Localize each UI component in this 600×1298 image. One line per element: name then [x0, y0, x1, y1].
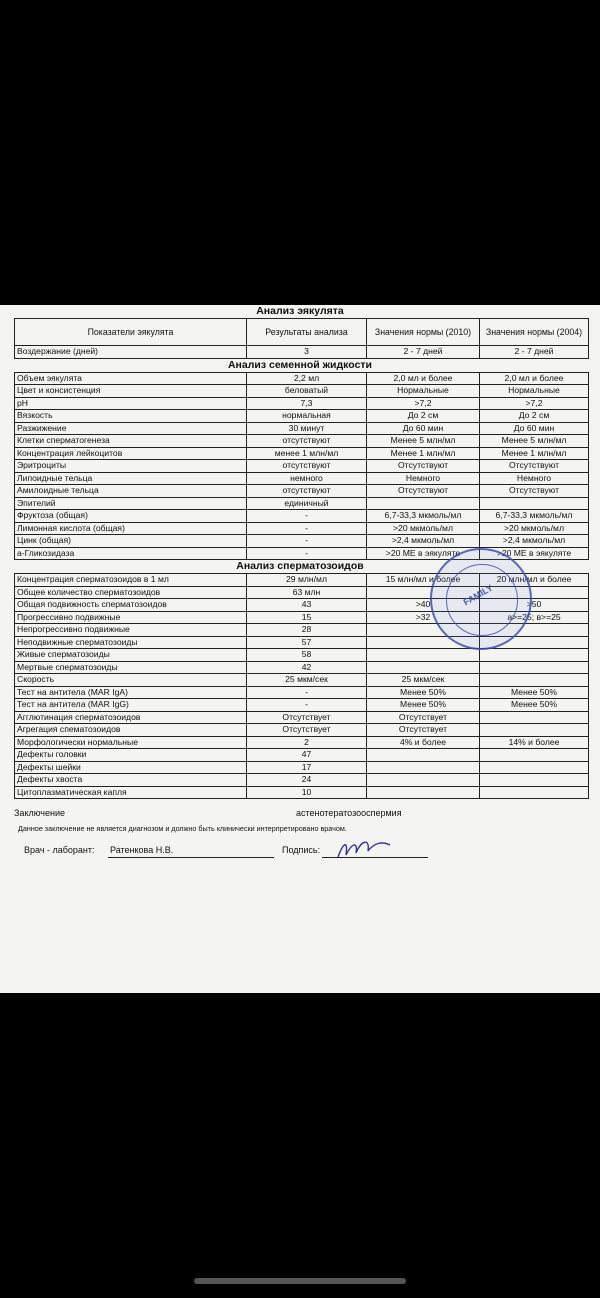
stamp-brand: FAMILY	[461, 582, 495, 608]
row-norm-2004: Немного	[480, 472, 589, 485]
row-result: единичный	[247, 497, 367, 510]
row-result: 29 млн/мл	[247, 574, 367, 587]
row-norm-2004: Отсутствуют	[480, 485, 589, 498]
row-norm-2010: Менее 5 млн/мл	[367, 435, 480, 448]
row-norm-2010: Отсутствует	[367, 724, 480, 737]
row-norm-2010: >32	[367, 611, 480, 624]
header-result: Результаты анализа	[247, 319, 367, 346]
row-label: Объем эякулята	[15, 372, 247, 385]
row-label: Живые сперматозоиды	[15, 649, 247, 662]
table-row	[15, 472, 589, 485]
doctor-name: Ратенкова Н.В.	[110, 845, 174, 855]
row-label: Дефекты шейки	[15, 761, 247, 774]
row-norm-2004: Менее 5 млн/мл	[480, 435, 589, 448]
row-norm-2004: 2 - 7 дней	[480, 346, 589, 359]
row-norm-2010	[367, 786, 480, 799]
row-norm-2004: 20 млн/мл и более	[480, 574, 589, 587]
row-norm-2010: >40	[367, 599, 480, 612]
row-label: Общее количество сперматозоидов	[15, 586, 247, 599]
row-norm-2010: До 2 см	[367, 410, 480, 423]
row-norm-2004: 2,0 мл и более	[480, 372, 589, 385]
header-norm-2004: Значения нормы (2004)	[480, 319, 589, 346]
clinic-stamp	[430, 548, 532, 650]
row-norm-2010: Менее 50%	[367, 686, 480, 699]
row-norm-2010: Немного	[367, 472, 480, 485]
row-norm-2010	[367, 774, 480, 787]
conclusion-label: Заключение	[14, 808, 65, 818]
row-norm-2004	[480, 749, 589, 762]
results-table	[14, 318, 589, 359]
row-label: Мертвые сперматозоиды	[15, 661, 247, 674]
row-norm-2010: >7,2	[367, 397, 480, 410]
row-norm-2010: Нормальные	[367, 385, 480, 398]
row-label: а-Гликозидаза	[15, 547, 247, 560]
row-norm-2010: 25 мкм/сек	[367, 674, 480, 687]
table-row	[15, 674, 589, 687]
row-result: 17	[247, 761, 367, 774]
section-title-fluid: Анализ семенной жидкости	[227, 358, 373, 371]
row-label: Прогрессивно подвижные	[15, 611, 247, 624]
row-norm-2010: До 60 мин	[367, 422, 480, 435]
row-result: 47	[247, 749, 367, 762]
table-row	[15, 786, 589, 799]
row-result: -	[247, 522, 367, 535]
row-label: Цитоплазматическая капля	[15, 786, 247, 799]
table-row	[15, 346, 589, 359]
row-result: отсутствуют	[247, 460, 367, 473]
row-result: 30 минут	[247, 422, 367, 435]
row-result: 7,3	[247, 397, 367, 410]
stamp-inner-ring	[446, 564, 518, 636]
table-row	[15, 774, 589, 787]
table-row	[15, 761, 589, 774]
row-norm-2004: Отсутствуют	[480, 460, 589, 473]
table-row	[15, 649, 589, 662]
row-norm-2010: 2 - 7 дней	[367, 346, 480, 359]
row-norm-2004: До 60 мин	[480, 422, 589, 435]
row-result: беловатый	[247, 385, 367, 398]
row-label: Неподвижные сперматозоиды	[15, 636, 247, 649]
row-result: 28	[247, 624, 367, 637]
section-title-sperm: Анализ сперматозоидов	[236, 560, 364, 572]
row-result: Отсутствует	[247, 711, 367, 724]
row-result: 25 мкм/сек	[247, 674, 367, 687]
row-label: Дефекты хвоста	[15, 774, 247, 787]
row-label: Концентрация сперматозоидов в 1 мл	[15, 574, 247, 587]
row-result: -	[247, 510, 367, 523]
table-row	[15, 497, 589, 510]
row-result: 42	[247, 661, 367, 674]
row-norm-2010	[367, 761, 480, 774]
row-result: 2	[247, 736, 367, 749]
row-result: 10	[247, 786, 367, 799]
row-result: -	[247, 535, 367, 548]
table-row	[15, 711, 589, 724]
row-result: -	[247, 699, 367, 712]
row-norm-2010: >20 МЕ в эякуляте	[367, 547, 480, 560]
row-label: Цвет и консистенция	[15, 385, 247, 398]
table-row	[15, 460, 589, 473]
row-result: 43	[247, 599, 367, 612]
row-result: отсутствуют	[247, 485, 367, 498]
row-norm-2004	[480, 649, 589, 662]
table-row	[15, 736, 589, 749]
row-label: Клетки сперматогенеза	[15, 435, 247, 448]
row-label: pH	[15, 397, 247, 410]
row-norm-2004	[480, 774, 589, 787]
row-label: Вязкость	[15, 410, 247, 423]
row-label: Агглютинация сперматозоидов	[15, 711, 247, 724]
row-norm-2004: >20 МЕ в эякуляте	[480, 547, 589, 560]
row-norm-2004: Менее 50%	[480, 686, 589, 699]
row-norm-2004: 14% и более	[480, 736, 589, 749]
row-norm-2004: >2,4 мкмоль/мл	[480, 535, 589, 548]
table-row	[15, 447, 589, 460]
row-norm-2010: >20 мкмоль/мл	[367, 522, 480, 535]
signature-mark	[334, 837, 394, 863]
row-result: менее 1 млн/мл	[247, 447, 367, 460]
header-norm-2010: Значения нормы (2010)	[367, 319, 480, 346]
row-result: -	[247, 547, 367, 560]
table-row	[15, 661, 589, 674]
row-norm-2010: 15 млн/мл и более	[367, 574, 480, 587]
row-label: Цинк (общая)	[15, 535, 247, 548]
home-indicator[interactable]	[194, 1278, 406, 1284]
row-label: Общая подвижность сперматозоидов	[15, 599, 247, 612]
report-title: Анализ эякулята	[256, 305, 344, 317]
row-label: Лимонная кислота (общая)	[15, 522, 247, 535]
table-row	[15, 485, 589, 498]
row-norm-2010: Отсутствуют	[367, 460, 480, 473]
row-norm-2004	[480, 661, 589, 674]
table-row	[15, 385, 589, 398]
table-header-row	[15, 319, 589, 346]
row-label: Агрегация спематозоидов	[15, 724, 247, 737]
row-norm-2004	[480, 497, 589, 510]
row-norm-2004: До 2 см	[480, 410, 589, 423]
table-row	[15, 510, 589, 523]
table-row	[15, 422, 589, 435]
row-label: Тест на антитела (MAR IgA)	[15, 686, 247, 699]
row-label: Амилоидные тельца	[15, 485, 247, 498]
row-result: немного	[247, 472, 367, 485]
row-label: Тест на антитела (MAR IgG)	[15, 699, 247, 712]
table-row	[15, 535, 589, 548]
row-norm-2004	[480, 786, 589, 799]
row-norm-2004: >20 мкмоль/мл	[480, 522, 589, 535]
table-row	[15, 410, 589, 423]
row-label: Воздержание (дней)	[15, 346, 247, 359]
row-norm-2010: Менее 1 млн/мл	[367, 447, 480, 460]
row-norm-2010	[367, 497, 480, 510]
table-row	[15, 372, 589, 385]
row-norm-2010: Менее 50%	[367, 699, 480, 712]
row-result: нормальная	[247, 410, 367, 423]
row-norm-2010: Отсутствует	[367, 711, 480, 724]
row-label: Эпителий	[15, 497, 247, 510]
fluid-table	[14, 372, 589, 561]
row-result: 24	[247, 774, 367, 787]
row-norm-2004	[480, 724, 589, 737]
signature-label: Подпись:	[282, 845, 321, 855]
row-norm-2004: Менее 50%	[480, 699, 589, 712]
row-norm-2010: 6,7-33,3 мкмоль/мл	[367, 510, 480, 523]
conclusion	[14, 808, 600, 822]
table-row	[15, 435, 589, 448]
row-norm-2004: >50	[480, 599, 589, 612]
table-row	[15, 686, 589, 699]
conclusion-value: астенотератозооспермия	[296, 808, 402, 818]
table-row	[15, 724, 589, 737]
row-result: 2,2 мл	[247, 372, 367, 385]
row-norm-2004: >7,2	[480, 397, 589, 410]
row-norm-2010: Отсутствуют	[367, 485, 480, 498]
row-result: -	[247, 686, 367, 699]
header-indicator: Показатели эякулята	[15, 319, 247, 346]
row-result: 3	[247, 346, 367, 359]
row-norm-2004: Менее 1 млн/мл	[480, 447, 589, 460]
lab-report-page	[0, 305, 600, 993]
row-label: Морфологически нормальные	[15, 736, 247, 749]
table-row	[15, 522, 589, 535]
row-label: Эритроциты	[15, 460, 247, 473]
row-result: 58	[247, 649, 367, 662]
disclaimer: Данное заключение не является диагнозом и должно быть клинически интерпретировано врачом.	[18, 824, 347, 833]
row-norm-2004: a>=25; в>=25	[480, 611, 589, 624]
row-norm-2010	[367, 661, 480, 674]
row-result: отсутствуют	[247, 435, 367, 448]
row-result: 63 млн	[247, 586, 367, 599]
row-label: Липоидные тельца	[15, 472, 247, 485]
row-label: Скорость	[15, 674, 247, 687]
row-result: 15	[247, 611, 367, 624]
row-label: Концентрация лейкоцитов	[15, 447, 247, 460]
table-row	[15, 397, 589, 410]
row-norm-2004: Нормальные	[480, 385, 589, 398]
row-label: Непрогрессивно подвижные	[15, 624, 247, 637]
signature-line	[0, 843, 600, 861]
row-result: Отсутствует	[247, 724, 367, 737]
row-label: Дефекты головки	[15, 749, 247, 762]
row-norm-2004: 6,7-33,3 мкмоль/мл	[480, 510, 589, 523]
row-norm-2004	[480, 711, 589, 724]
row-norm-2010: 2,0 мл и более	[367, 372, 480, 385]
row-result: 57	[247, 636, 367, 649]
row-norm-2010: 4% и более	[367, 736, 480, 749]
row-norm-2010	[367, 649, 480, 662]
row-label: Фруктоза (общая)	[15, 510, 247, 523]
doctor-underline	[108, 857, 274, 858]
table-row	[15, 749, 589, 762]
row-norm-2004	[480, 761, 589, 774]
table-row	[15, 699, 589, 712]
row-label: Разжижение	[15, 422, 247, 435]
row-norm-2010	[367, 749, 480, 762]
row-norm-2010: >2,4 мкмоль/мл	[367, 535, 480, 548]
doctor-label: Врач - лаборант:	[24, 845, 95, 855]
row-norm-2004	[480, 674, 589, 687]
